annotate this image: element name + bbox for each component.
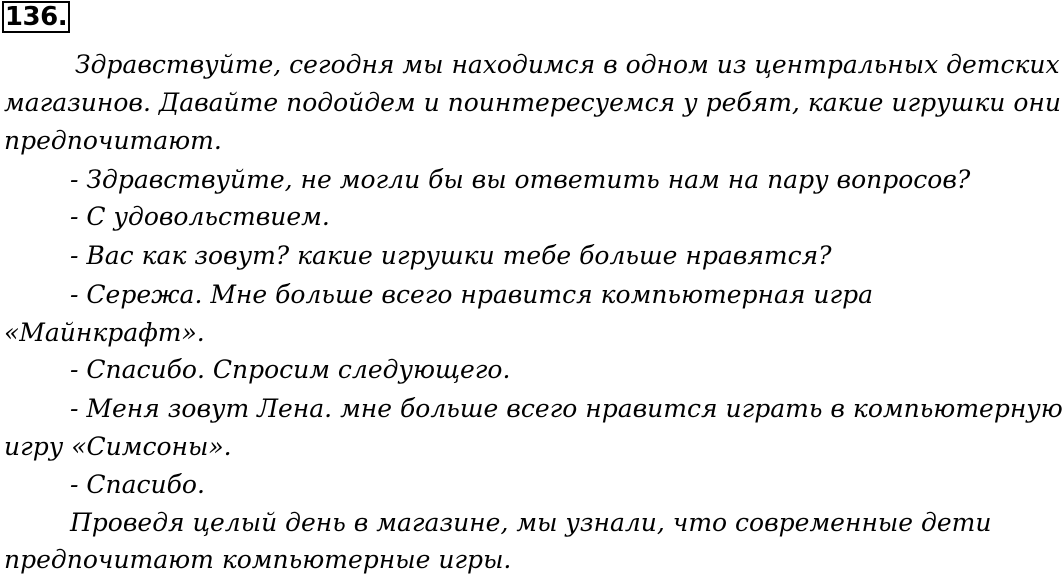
text-line-conclusion-1: Проведя целый день в магазине, мы узнали, что современные дети — [70, 508, 992, 537]
text-line-conclusion-2: предпочитают компьютерные игры. — [4, 545, 512, 574]
dialogue-line-seryozha-1: - Сережа. Мне больше всего нравится компьютерная игра — [70, 280, 874, 309]
dialogue-line-thanks-1: - Спасибо. Спросим следующего. — [70, 355, 511, 384]
exercise-number: 136. — [2, 1, 70, 33]
dialogue-line-lena-2: игру «Симсоны». — [4, 432, 232, 461]
dialogue-line-lena-1: - Меня зовут Лена. мне больше всего нравится играть в компьютерную — [70, 394, 1063, 423]
text-line-intro-2: магазинов. Давайте подойдем и поинтересуемся у ребят, какие игрушки они — [4, 88, 1061, 117]
dialogue-line-seryozha-2: «Майнкрафт». — [4, 318, 205, 347]
dialogue-line-reply-1: - С удовольствием. — [70, 202, 330, 231]
dialogue-line-thanks-2: - Спасибо. — [70, 470, 205, 499]
text-line-intro-1: Здравствуйте, сегодня мы находимся в одном из центральных детских — [75, 50, 1060, 79]
dialogue-line-greeting: - Здравствуйте, не могли бы вы ответить нам на пару вопросов? — [70, 165, 971, 194]
text-line-intro-3: предпочитают. — [4, 126, 222, 155]
dialogue-line-question: - Вас как зовут? какие игрушки тебе больше нравятся? — [70, 241, 832, 270]
